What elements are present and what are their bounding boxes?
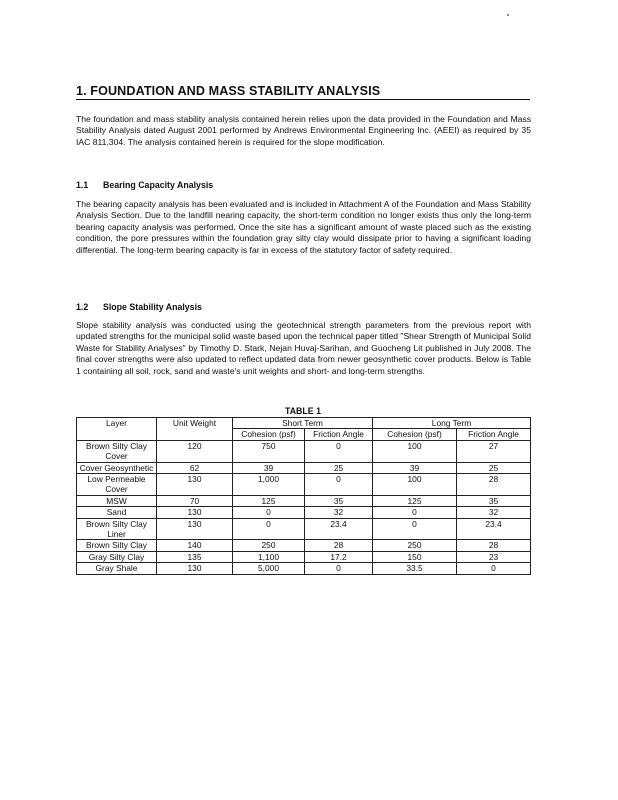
cell-unit-weight: 135: [157, 551, 233, 562]
slope-number: 1.2: [76, 302, 89, 312]
cell-layer: Low Permeable Cover: [77, 474, 157, 496]
cell-st-friction: 0: [305, 440, 373, 462]
cell-unit-weight: 70: [157, 495, 233, 506]
cell-lt-friction: 28: [457, 540, 531, 551]
cell-unit-weight: 140: [157, 540, 233, 551]
header-unit-weight: Unit Weight: [157, 418, 233, 441]
cell-st-cohesion: 0: [233, 507, 305, 518]
cell-layer: Cover Geosynthetic: [77, 462, 157, 473]
header-long-term: Long Term: [373, 418, 531, 429]
cell-st-friction: 17.2: [305, 551, 373, 562]
cell-lt-friction: 23.4: [457, 518, 531, 540]
cell-lt-friction: 0: [457, 563, 531, 574]
header-st-cohesion: Cohesion (psf): [233, 429, 305, 440]
cell-st-friction: 32: [305, 507, 373, 518]
header-short-term: Short Term: [233, 418, 373, 429]
cell-lt-cohesion: 125: [373, 495, 457, 506]
cell-unit-weight: 130: [157, 507, 233, 518]
slope-subheading: [76, 302, 202, 313]
cell-st-friction: 23.4: [305, 518, 373, 540]
table-row: [77, 440, 531, 462]
cell-st-friction: 0: [305, 563, 373, 574]
cell-layer: Brown Silty Clay: [77, 540, 157, 551]
cell-layer: Gray Shale: [77, 563, 157, 574]
slope-paragraph: Slope stability analysis was conducted using the geotechnical strength parameters from the previous report with updated strengths for the municipal solid waste based upon the technical paper titled "Shear Strength of Municipal Solid Waste for Stability Analyses" by Timothy D. Stark, Nejan Huvaj-Sarihan, and Guocheng Lit published in July 2008. The final cover strengths were also updated to reflect updated data from newer geosynthetic cover products. Below is Table 1 containing all soil, rock, sand and waste's unit weights and short- and long-term strengths.: [76, 320, 531, 376]
cell-st-cohesion: 250: [233, 540, 305, 551]
cell-lt-cohesion: 250: [373, 540, 457, 551]
cell-unit-weight: 62: [157, 462, 233, 473]
cell-lt-friction: 28: [457, 474, 531, 496]
cell-lt-cohesion: 33.5: [373, 563, 457, 574]
cell-lt-cohesion: 150: [373, 551, 457, 562]
table-row: [77, 563, 531, 574]
table-row: [77, 551, 531, 562]
cell-layer: Gray Silty Clay: [77, 551, 157, 562]
table-title: TABLE 1: [284, 406, 321, 416]
cell-layer: MSW: [77, 495, 157, 506]
cell-unit-weight: 120: [157, 440, 233, 462]
cell-st-friction: 0: [305, 474, 373, 496]
cell-st-cohesion: 39: [233, 462, 305, 473]
table-row: [77, 507, 531, 518]
bearing-subheading: [76, 180, 213, 191]
cell-lt-friction: 35: [457, 495, 531, 506]
scan-speck: [507, 14, 509, 16]
cell-unit-weight: 130: [157, 474, 233, 496]
table-row: [77, 540, 531, 551]
section-heading: 1. FOUNDATION AND MASS STABILITY ANALYSIS: [76, 84, 530, 100]
cell-st-cohesion: 1,000: [233, 474, 305, 496]
cell-st-cohesion: 1,100: [233, 551, 305, 562]
cell-layer: Brown Silty Clay Liner: [77, 518, 157, 540]
table-row: [77, 495, 531, 506]
cell-st-friction: 35: [305, 495, 373, 506]
intro-paragraph: The foundation and mass stability analysis contained herein relies upon the data provided in the Foundation and Mass Stability Analysis dated August 2001 performed by Andrews Environmental Engineering Inc. (AEEI) as required by 35 IAC 811.304. The analysis contained herein is required for the slope modification.: [76, 114, 531, 147]
bearing-number: 1.1: [76, 180, 89, 190]
cell-unit-weight: 130: [157, 563, 233, 574]
cell-st-cohesion: 5,000: [233, 563, 305, 574]
cell-layer: Brown Silty Clay Cover: [77, 440, 157, 462]
bearing-title: Bearing Capacity Analysis: [103, 180, 214, 190]
cell-st-friction: 25: [305, 462, 373, 473]
cell-lt-cohesion: 0: [373, 518, 457, 540]
table-row: [77, 462, 531, 473]
cell-st-cohesion: 0: [233, 518, 305, 540]
cell-lt-friction: 27: [457, 440, 531, 462]
slope-title: Slope Stability Analysis: [103, 302, 202, 312]
cell-lt-cohesion: 100: [373, 474, 457, 496]
cell-lt-friction: 25: [457, 462, 531, 473]
header-lt-cohesion: Cohesion (psf): [373, 429, 457, 440]
cell-lt-cohesion: 0: [373, 507, 457, 518]
cell-st-cohesion: 125: [233, 495, 305, 506]
header-lt-friction: Friction Angle: [457, 429, 531, 440]
header-layer: Layer: [77, 418, 157, 441]
cell-layer: Sand: [77, 507, 157, 518]
cell-st-cohesion: 750: [233, 440, 305, 462]
table-header-row: [77, 418, 531, 429]
cell-lt-cohesion: 39: [373, 462, 457, 473]
cell-unit-weight: 130: [157, 518, 233, 540]
table-row: [77, 518, 531, 540]
table-row: [77, 474, 531, 496]
cell-lt-cohesion: 100: [373, 440, 457, 462]
header-st-friction: Friction Angle: [305, 429, 373, 440]
bearing-paragraph: The bearing capacity analysis has been evaluated and is included in Attachment A of the Foundation and Mass Stability Analysis Section. Due to the landfill nearing capacity, the short-term condition no longer exists thus only the long-term bearing capacity analysis was performed. Once the site has a significant amount of waste placed such as the existing condition, the pore pressures within the foundation gray silty clay would dissipate prior to having a significant loading differential. The long-term bearing capacity is far in excess of the statutory factor of safety required.: [76, 199, 531, 255]
strength-table: [76, 417, 531, 575]
cell-lt-friction: 23: [457, 551, 531, 562]
cell-lt-friction: 32: [457, 507, 531, 518]
cell-st-friction: 28: [305, 540, 373, 551]
